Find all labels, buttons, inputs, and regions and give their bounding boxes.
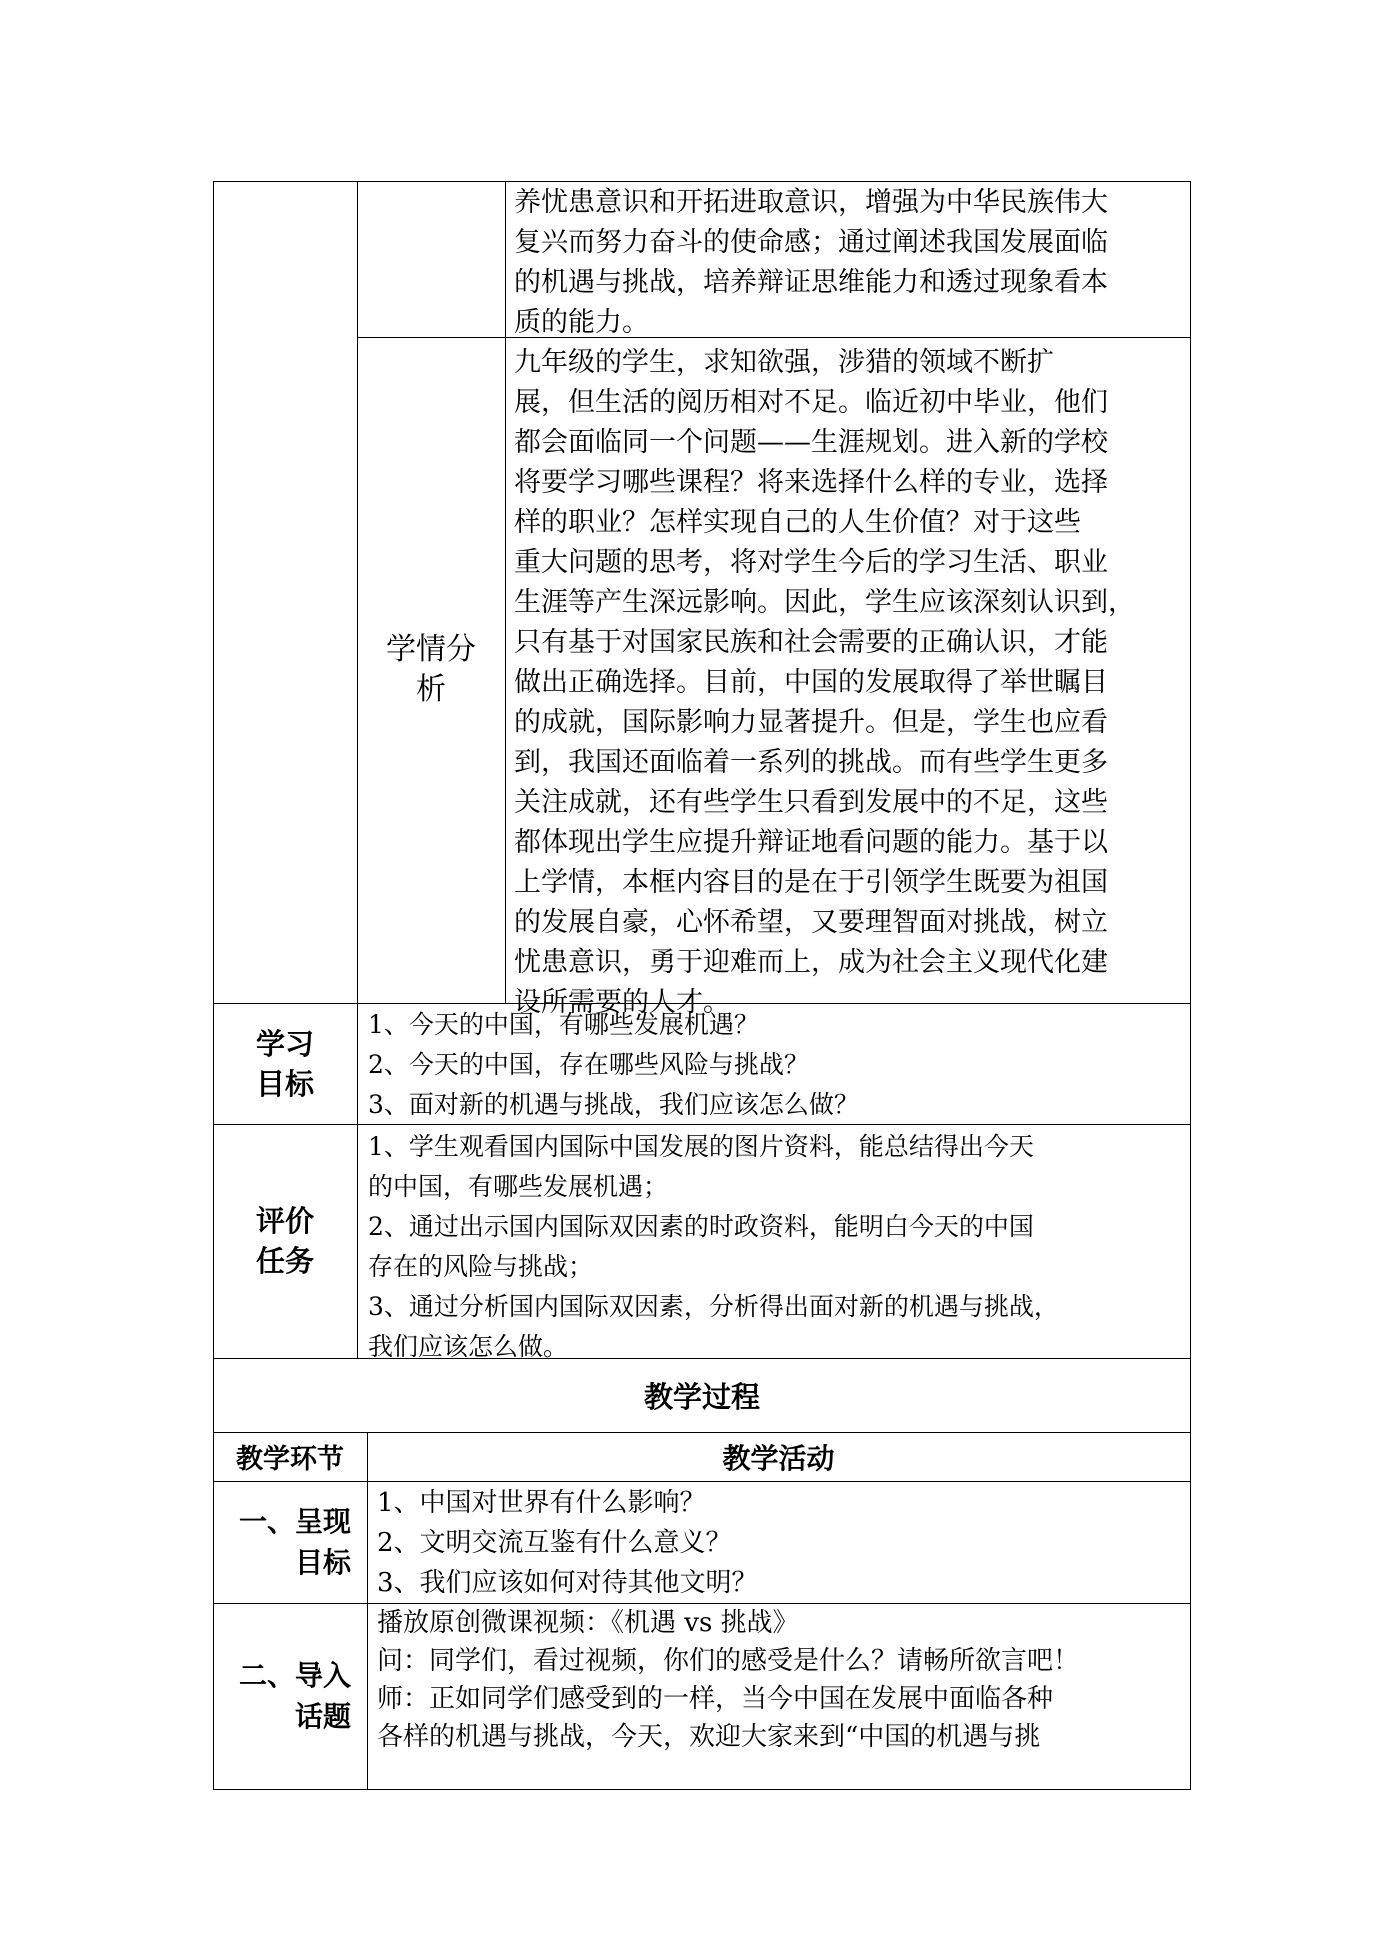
teaching-process-title: 教学过程 [643, 1379, 760, 1414]
process-stage-1: 一、呈现 目标 [238, 1505, 351, 1579]
column-header-stage-cell [213, 1432, 367, 1481]
teaching-goals-continuation: 养忧患意识和开拓进取意识，增强为中华民族伟大 复兴而努力奋斗的使命感；通过阐述我国发展面临 的机遇与挑战，培养辩证思维能力和透过现象看本 质的能力。 [514, 187, 1108, 338]
col-divider-process [367, 1432, 368, 1790]
learning-goals-label: 学习 目标 [255, 1026, 314, 1101]
table-border-bottom [213, 1789, 1191, 1790]
column-header-activity: 教学活动 [722, 1441, 835, 1475]
column-header-activity-cell [367, 1432, 1190, 1481]
process-stage-1-cell [213, 1481, 367, 1603]
evaluation-tasks-label: 评价 任务 [255, 1204, 314, 1278]
process-activity-2: 播放原创微课视频：《机遇 vs 挑战》 问：同学们，看过视频，你们的感受是什么？请畅所欲言吧！ 师：正如同学们感受到的一样，当今中国在发展中面临各种 各样的机遇与挑战，今天，欢迎大家来到“中国的机遇与挑 [377, 1608, 1080, 1752]
table-border-right [1190, 181, 1191, 1790]
student-analysis-label-cell [357, 337, 505, 1003]
process-stage-2: 二、导入 话题 [238, 1659, 351, 1733]
col-divider-2-top [505, 181, 506, 1004]
learning-goals-label-cell [213, 1003, 357, 1124]
evaluation-tasks-text: 1、学生观看国内国际中国发展的图片资料，能总结得出今天 的中国，有哪些发展机遇； 2、通过出示国内国际双因素的时政资料，能明白今天的中国 存在的风险与挑战； 3、通过分析国内国际双因素，分析得出面对新的机遇与挑战， 我们应该怎么做。 [368, 1132, 1059, 1361]
learning-goals-text: 1、今天的中国，有哪些发展机遇？ 2、今天的中国，存在哪些风险与挑战？ 3、面对新的机遇与挑战，我们应该怎么做？ [368, 1010, 859, 1119]
process-activity-1: 1、中国对世界有什么影响？ 2、文明交流互鉴有什么意义？ 3、我们应该如何对待其他文明？ [377, 1488, 758, 1598]
teaching-process-title-cell [213, 1358, 1191, 1432]
process-stage-2-cell [213, 1603, 367, 1789]
student-analysis-text: 九年级的学生，求知欲强，涉猎的领域不断扩 展，但生活的阅历相对不足。临近初中毕业，他们 都会面临同一个问题——生涯规划。进入新的学校 将要学习哪些课程？将来选择什么样的专业，选择 样的职业？怎样实现自己的人生价值？对于这些 重大问题的思考，将对学生今后的学习生活、职业 生涯等产生深远影响。因此，学生应该深刻认识到， 只有基于对国家民族和社会需要的正确认识，才能 做出正确选择。目前，中国的发展取得了举世瞩目 的成就，国际影响力显著提升。但是，学生也应看 到，我国还面临着一系列的挑战。而有些学生更多 关注成就，还有些学生只看到发展中的不足，这些 都体现出学生应提升辩证地看问题的能力。基于以 上学情，本框内容目的是在于引领学生既要为祖国 的发展自豪，心怀希望，又要理智面对挑战，树立 忧患意识，勇于迎难而上，成为社会主义现代化建 设所需要的人才。 [514, 347, 1135, 1018]
evaluation-tasks-label-cell [213, 1124, 357, 1358]
table-border-top [213, 181, 1191, 182]
column-header-stage: 教学环节 [236, 1444, 344, 1475]
student-analysis-label: 学情分 析 [386, 632, 476, 707]
